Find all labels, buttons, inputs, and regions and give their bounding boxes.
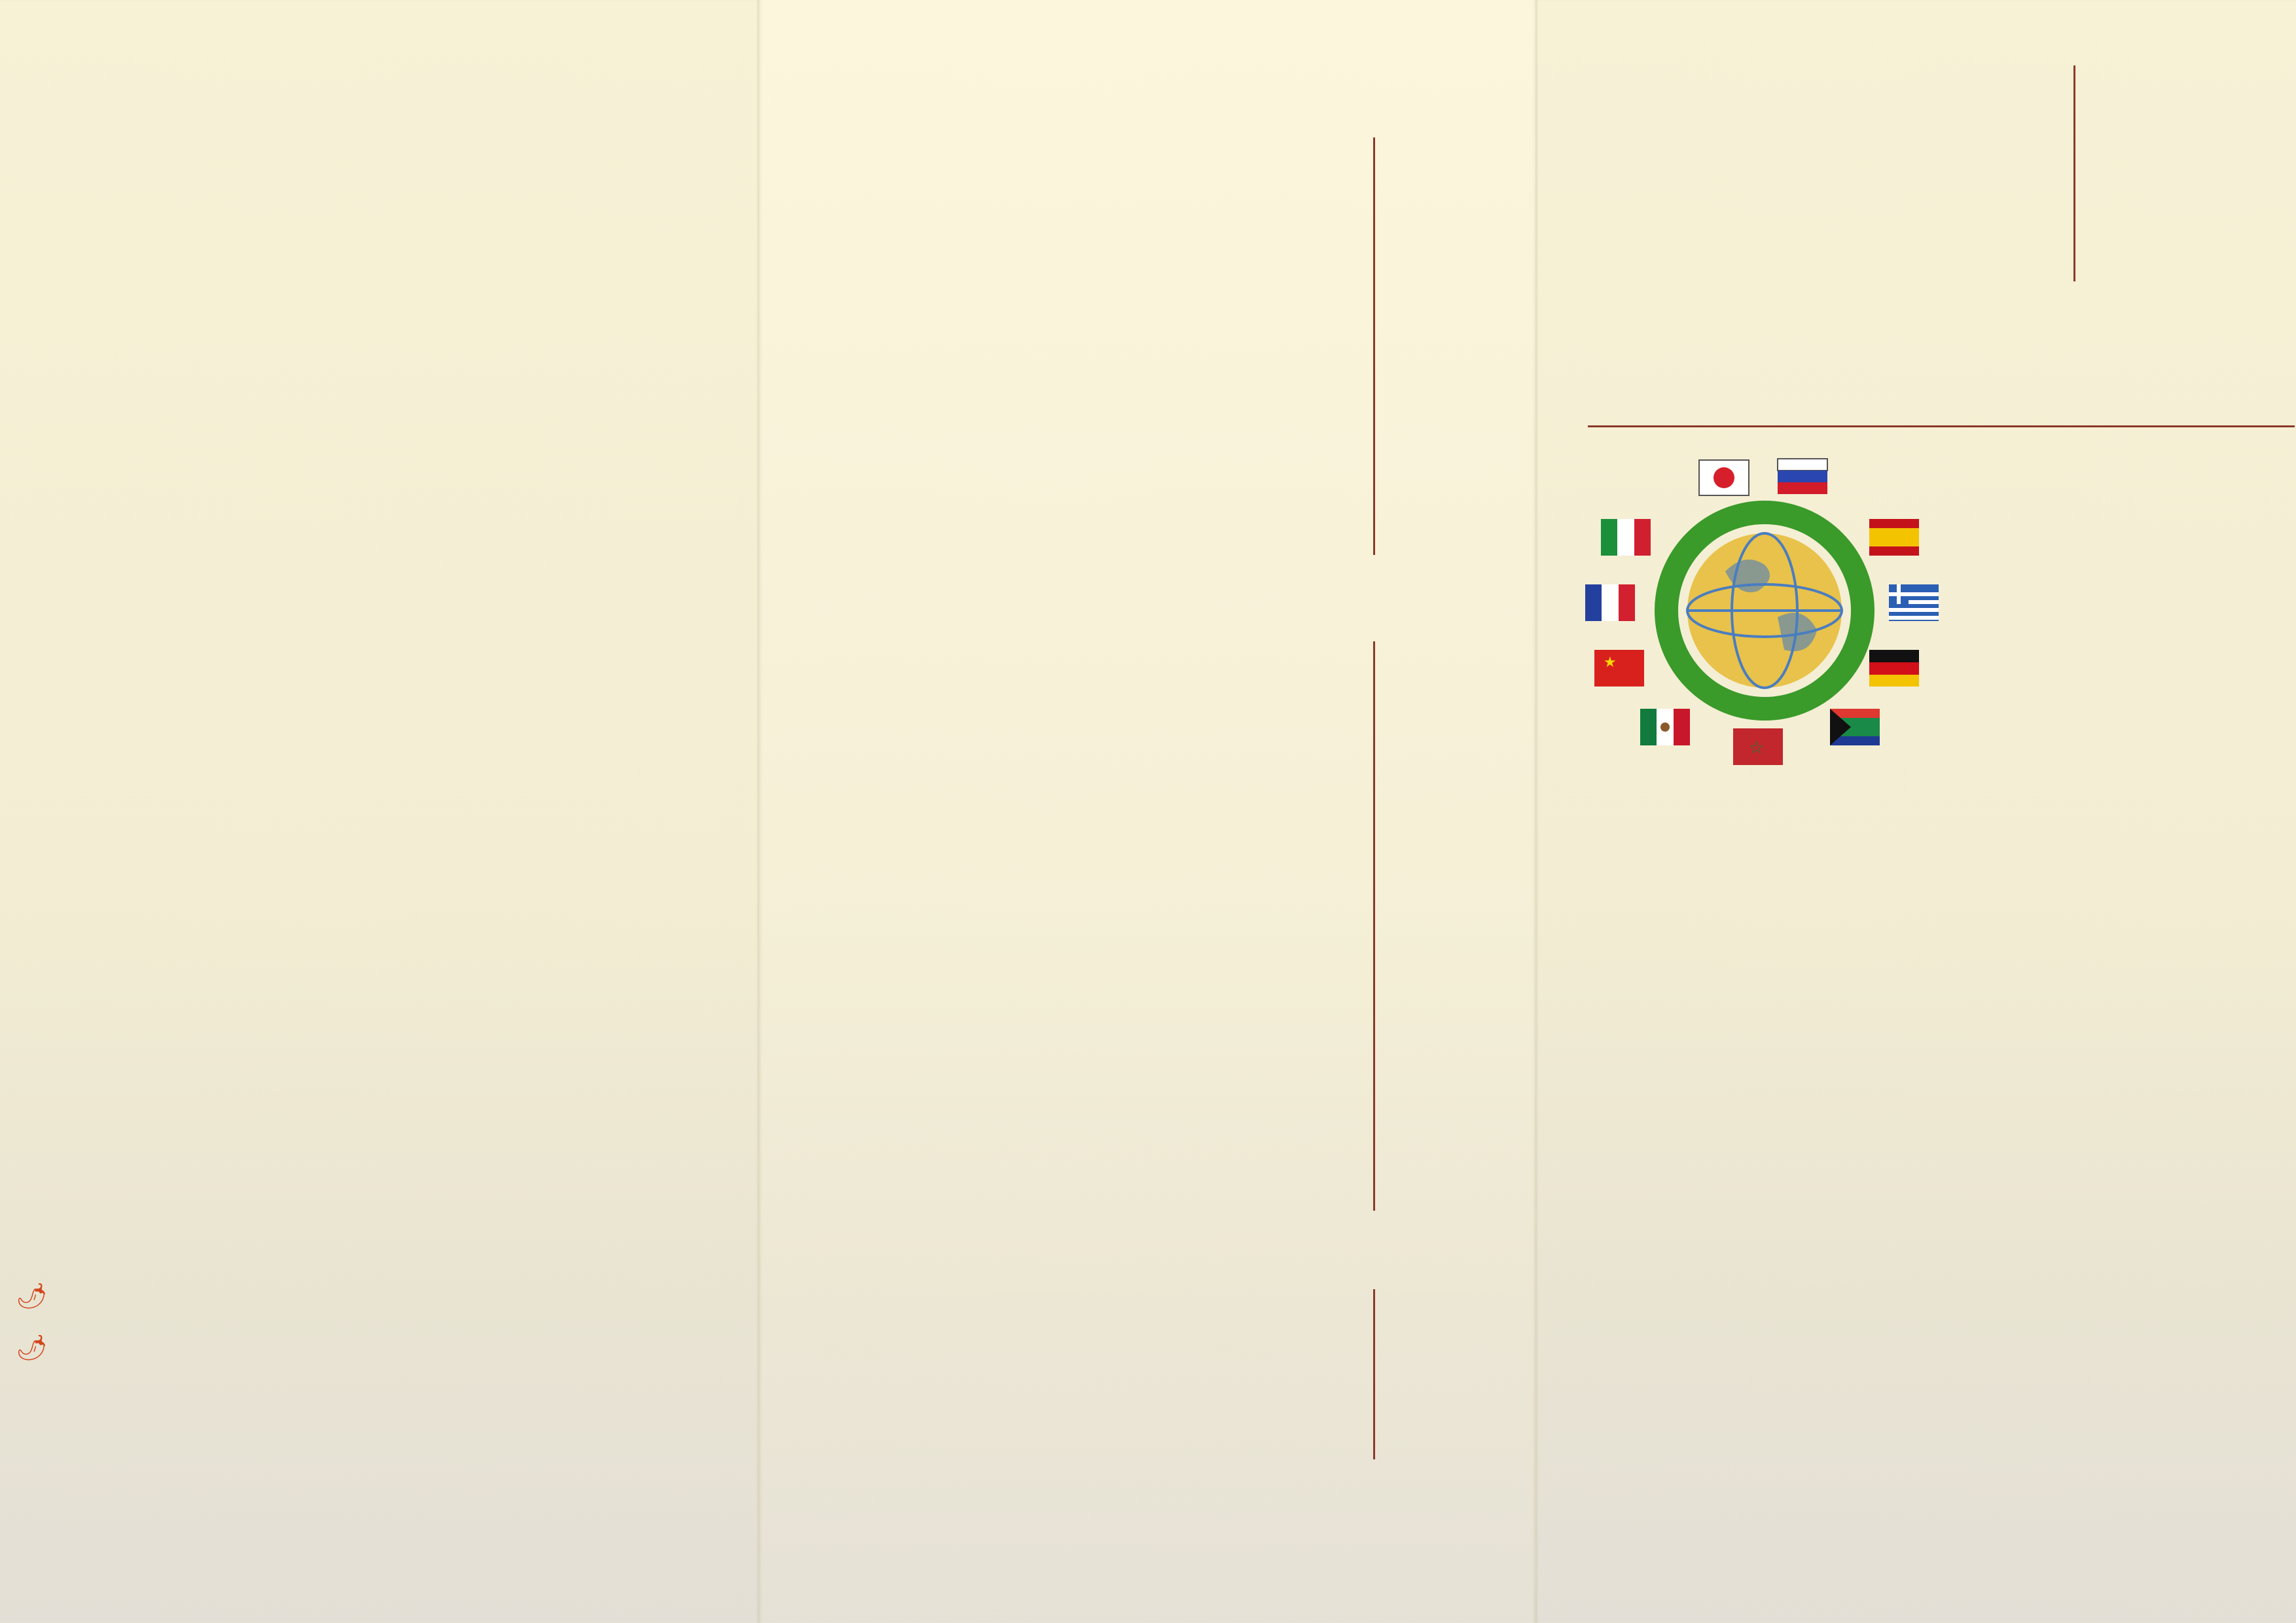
- roll-item: [798, 929, 1509, 987]
- item-name: [52, 1272, 733, 1276]
- roll-item: [798, 699, 1509, 757]
- flag-russia-icon: [1778, 459, 1827, 494]
- menu-item: [52, 20, 733, 80]
- flag-morocco-icon: [1733, 728, 1783, 765]
- item-name: [52, 1221, 733, 1224]
- roll-name: [798, 987, 1509, 990]
- rolls-b-colheads: [798, 569, 1509, 641]
- menu-item: [52, 507, 733, 567]
- item-name: [52, 1169, 733, 1173]
- roll-name: [798, 1407, 1509, 1410]
- menu-item: [16, 1272, 733, 1324]
- roll-item: [798, 814, 1509, 872]
- item-name: [52, 774, 733, 777]
- item-name: [52, 141, 733, 145]
- menu-item: [52, 639, 733, 706]
- roll-item: [798, 279, 1509, 326]
- roll-item: [798, 1102, 1509, 1160]
- flag-greece-icon: [1889, 584, 1939, 621]
- item-name: [52, 507, 733, 510]
- roll-item: [798, 872, 1509, 929]
- flag-germany-icon: [1869, 650, 1919, 687]
- roll-item: [798, 1348, 1509, 1407]
- menu-item: [52, 908, 733, 976]
- roll-item: [798, 641, 1509, 699]
- cafe-logo: [1581, 440, 1948, 781]
- item-name: [52, 706, 733, 710]
- menu-item: [52, 202, 733, 263]
- menu-item: [52, 1043, 733, 1111]
- rolls-b-list: [798, 641, 1509, 1217]
- roll-item: [798, 987, 1509, 1044]
- roll-item: [798, 1044, 1509, 1102]
- roll-name: [798, 872, 1509, 874]
- flag-spain-icon: [1869, 519, 1919, 556]
- item-name: [52, 841, 733, 845]
- menu-item: [52, 976, 733, 1043]
- roll-name: [798, 373, 1509, 376]
- roll-item: [798, 420, 1509, 467]
- item-name: [52, 20, 733, 24]
- menu-item: [52, 774, 733, 841]
- svg-text:★: ★: [1604, 654, 1617, 671]
- item-name: [52, 80, 733, 84]
- roll-name: [798, 279, 1509, 281]
- roll-name: [798, 514, 1509, 517]
- flag-china-icon: [1594, 650, 1644, 687]
- roll-name: [798, 137, 1509, 140]
- roll-name: [798, 814, 1509, 817]
- soups-list: [52, 20, 733, 567]
- menu-item: [16, 1324, 733, 1376]
- roll-name: [798, 699, 1509, 702]
- panel-right: [1535, 0, 2296, 1623]
- roll-item: [798, 185, 1509, 232]
- menu-item: [52, 571, 733, 639]
- item-name: [52, 908, 733, 912]
- roll-item: [798, 514, 1509, 562]
- menu-item: [52, 841, 733, 908]
- roll-name: [798, 1348, 1509, 1351]
- menu-item: [52, 80, 733, 141]
- chuka-divider: [2073, 65, 2075, 281]
- panel-left: [0, 0, 759, 1623]
- roll-name: [798, 420, 1509, 423]
- item-name: [52, 976, 733, 980]
- flag-italy-icon: [1601, 519, 1651, 556]
- roll-name: [798, 757, 1509, 759]
- logo-group: [1581, 440, 1948, 781]
- rolls-a-colheads: [798, 72, 1509, 137]
- roll-item: [798, 137, 1509, 185]
- flag-france-icon: [1585, 584, 1635, 621]
- column-divider: [1373, 1289, 1375, 1459]
- menu-item: [52, 263, 733, 324]
- roll-name: [798, 232, 1509, 234]
- chuka-block: [1581, 63, 2276, 292]
- item-name: [52, 1117, 733, 1121]
- column-divider: [1373, 641, 1375, 1211]
- flag-mexico-icon: [1640, 709, 1690, 745]
- roll-name: [798, 1289, 1509, 1292]
- roll-item: [798, 232, 1509, 279]
- item-name: [52, 571, 733, 575]
- roll-name: [798, 929, 1509, 932]
- pepper-icon: 🌶: [16, 1281, 48, 1310]
- roll-item: [798, 757, 1509, 814]
- item-name: [52, 385, 733, 389]
- contact-block: [1581, 427, 2276, 781]
- menu-item: [52, 1117, 733, 1169]
- item-name: [52, 446, 733, 450]
- roll-item: [798, 326, 1509, 373]
- column-divider: [1373, 137, 1375, 555]
- roll-name: [798, 1160, 1509, 1162]
- rolls-a-list: [798, 137, 1509, 562]
- svg-text:☆: ☆: [1749, 738, 1765, 758]
- bonito-colheads: [798, 1243, 1509, 1289]
- menu-item: [52, 1221, 733, 1272]
- item-name: [52, 1324, 733, 1328]
- roll-item: [798, 373, 1509, 420]
- roll-name: [798, 641, 1509, 644]
- menu-item: [52, 446, 733, 507]
- roll-item: [798, 1407, 1509, 1466]
- contact-info: [1922, 539, 2296, 556]
- pepper-icon: 🌶: [16, 1333, 48, 1362]
- item-name: [52, 324, 733, 328]
- item-name: [52, 639, 733, 643]
- roll-name: [798, 185, 1509, 187]
- seafood-list: [16, 1117, 733, 1376]
- flag-south-africa-icon: [1830, 709, 1880, 745]
- flag-japan-icon: [1699, 460, 1749, 495]
- roll-item: [798, 1160, 1509, 1217]
- menu-item: [52, 141, 733, 202]
- roll-name: [798, 467, 1509, 470]
- menu-item: [52, 706, 733, 774]
- item-name: [52, 202, 733, 206]
- rolls-header: [798, 20, 1509, 72]
- menu-item: [52, 1169, 733, 1221]
- roll-name: [798, 1044, 1509, 1047]
- roll-item: [798, 467, 1509, 514]
- item-name: [52, 263, 733, 267]
- spicy-colheads: [1581, 20, 2276, 63]
- menu-item: [52, 385, 733, 446]
- panel-middle: [759, 0, 1535, 1623]
- bonito-list: [798, 1289, 1509, 1466]
- icecream-block: [1581, 313, 2276, 411]
- roll-name: [798, 326, 1509, 329]
- item-name: [52, 1043, 733, 1047]
- menu-item: [52, 324, 733, 385]
- meat-list: [52, 571, 733, 1111]
- roll-item: [798, 1289, 1509, 1348]
- roll-name: [798, 1102, 1509, 1105]
